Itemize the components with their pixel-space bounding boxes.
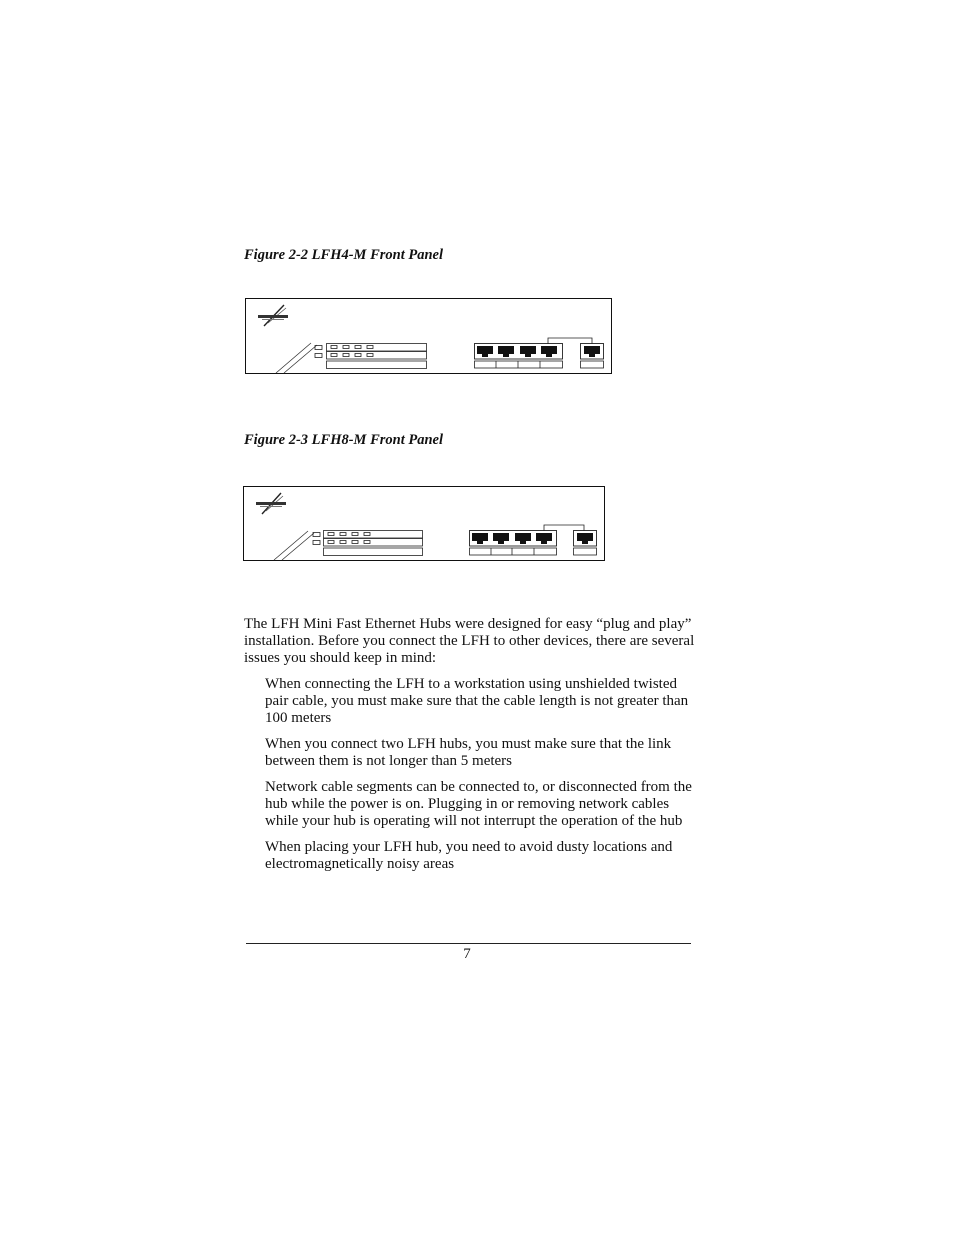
led-indicator-panel <box>313 531 423 556</box>
list-item: When placing your LFH hub, you need to avoid dusty locations and electromagnetically noisy areas <box>265 839 673 873</box>
rj45-port-icon <box>577 533 593 544</box>
lfh8-m-front-panel-illustration <box>0 0 954 600</box>
figure-2-2-caption: Figure 2-2 LFH4-M Front Panel <box>244 247 443 263</box>
rj45-port-icon <box>536 533 552 544</box>
rj45-port-icon <box>493 533 509 544</box>
page-number: 7 <box>463 946 471 962</box>
rj45-port-icon <box>515 533 531 544</box>
rj45-port-group <box>470 531 557 556</box>
panel-outline <box>244 487 605 561</box>
intro-paragraph: The LFH Mini Fast Ethernet Hubs were designed for easy “plug and play” installation. Before you connect the LFH to other devices, there are several issues you should keep in mind: <box>244 616 695 667</box>
installation-notes-list <box>265 676 697 882</box>
rj45-port-icon <box>472 533 488 544</box>
brand-logo-icon <box>256 493 286 514</box>
list-item: Network cable segments can be connected to, or disconnected from the hub while the power is on. Plugging in or removing network cables while your hub is operating will not interrupt the operation of the hub <box>265 779 692 830</box>
front-slant-lines <box>274 531 314 560</box>
figure-2-3-caption: Figure 2-3 LFH8-M Front Panel <box>244 432 443 448</box>
list-item: When connecting the LFH to a workstation using unshielded twisted pair cable, you must make sure that the cable length is not greater than 100 meters <box>265 676 689 727</box>
uplink-port <box>574 531 597 556</box>
footer-rule <box>246 943 691 944</box>
list-item: When you connect two LFH hubs, you must make sure that the link between them is not longer than 5 meters <box>265 736 672 770</box>
